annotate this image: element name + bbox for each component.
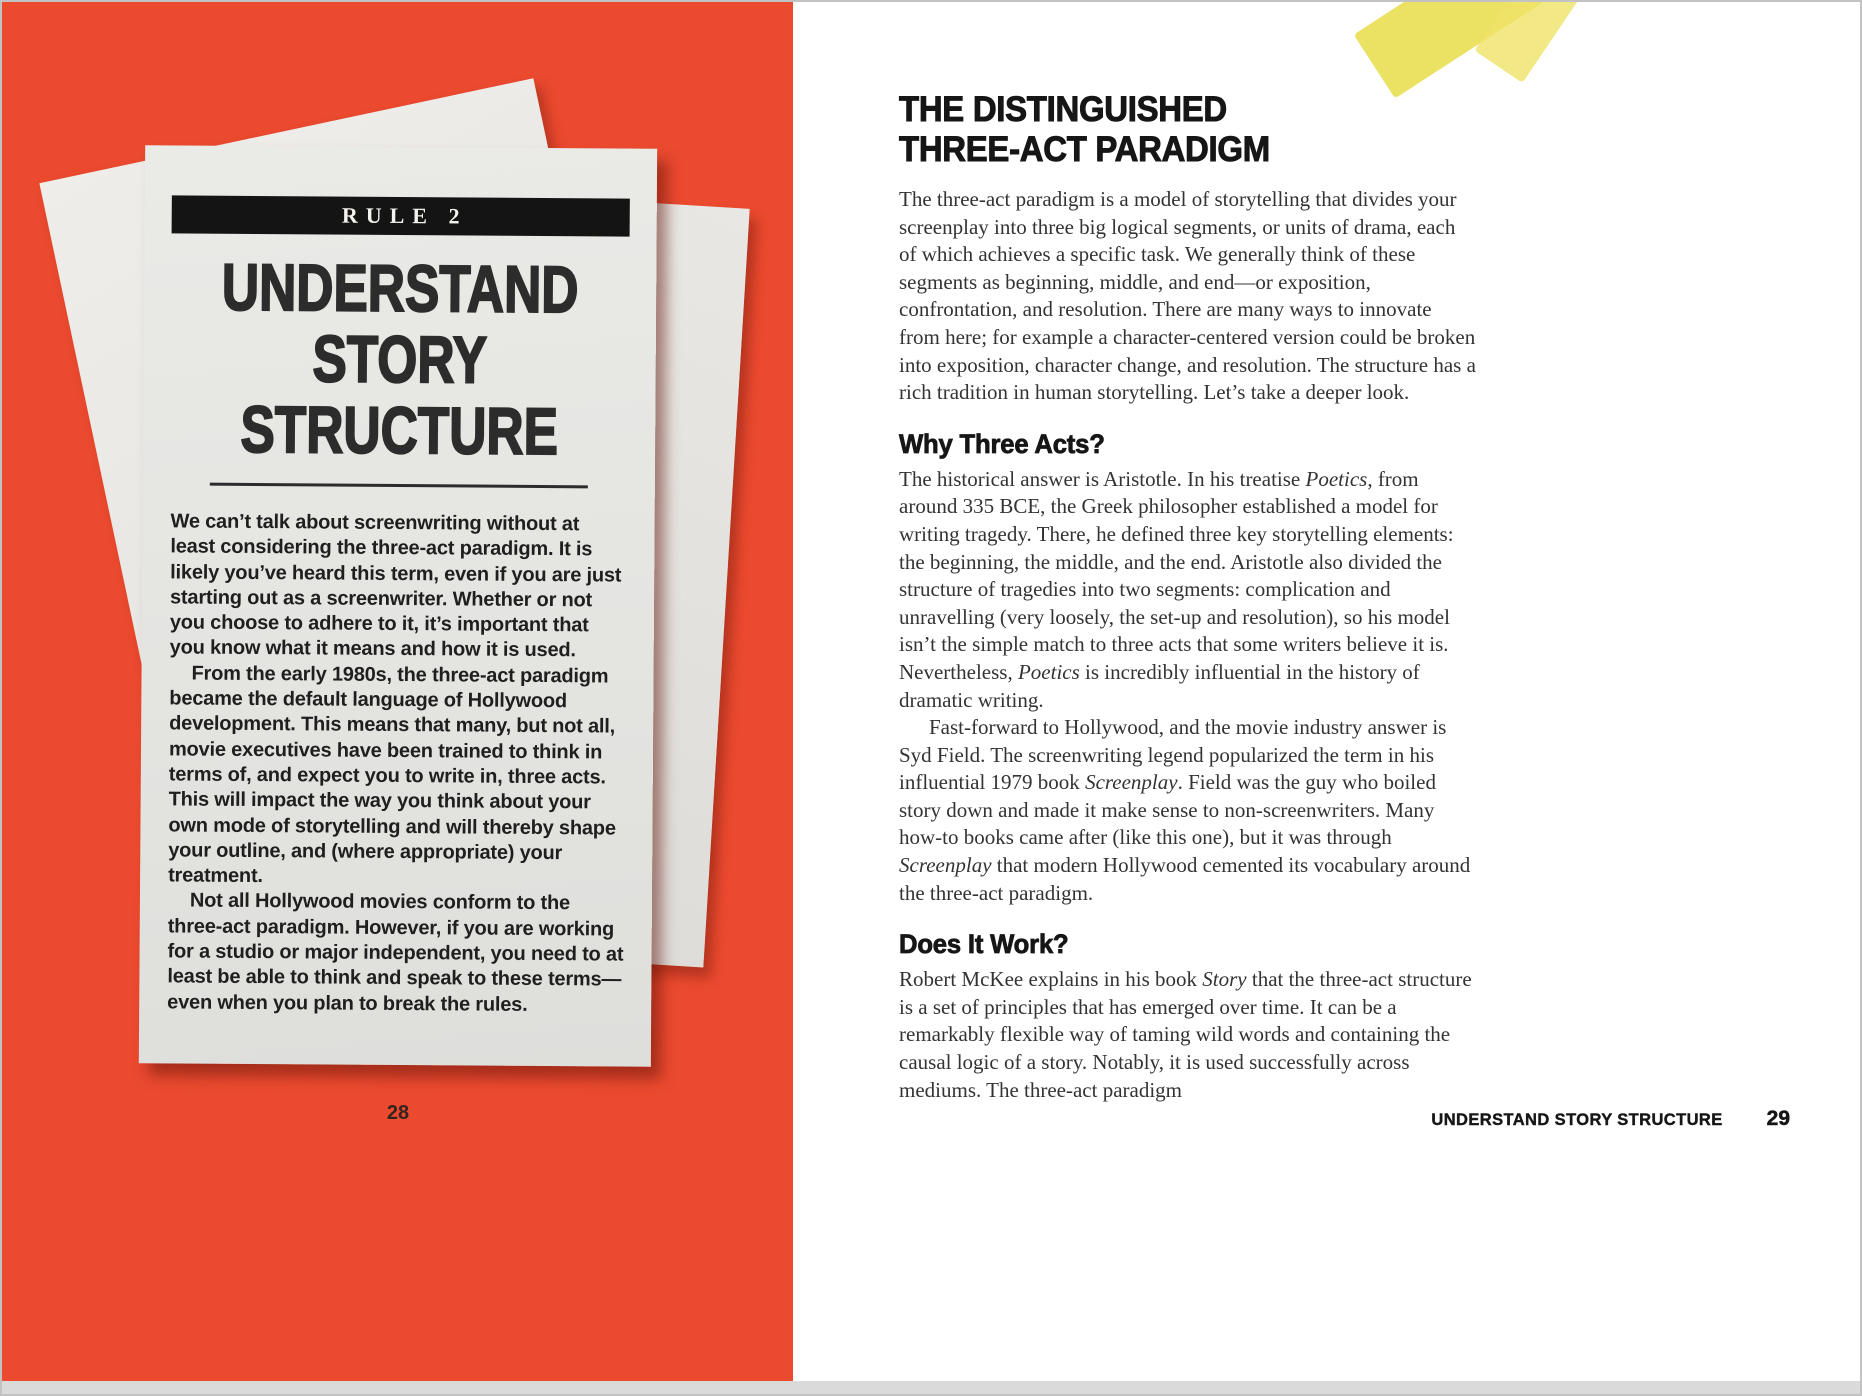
bottom-edge-strip [2, 1381, 1860, 1394]
card-paragraph-1: We can’t talk about screenwriting without at least considering the three-act paradigm. It is likely you’ve heard this term, even if you are just starting out as a screenwriter. Whether or not you choose to adhere to it, it’s important that you know what it means and how it is used. [169, 510, 622, 662]
section-heading-does-it-work: Does It Work? [899, 929, 1069, 960]
intro-paragraph: The three-act paradigm is a model of storytelling that divides your screenplay into three big logical segments, or units of drama, each of which achieves a specific task. We generally think of these segments as beginning, middle, and end—or exposition, confrontation, and resolution. There are many ways to innovate from here; for example a character-centered version could be broken into exposition, character change, and resolution. The structure has a rich tradition in human storytelling. Let’s take a deeper look. [899, 187, 1476, 405]
footer-chapter-title: UNDERSTAND STORY STRUCTURE [1431, 1111, 1723, 1129]
does-it-work-paragraph-1: Robert McKee explains in his book Story that the three-act structure is a set of principles that has emerged over time. It can be a remarkably flexible way of taming wild words and containing the causal logic of a story. Notably, it is used successfully across mediums. The three-act paradigm [899, 967, 1472, 1102]
rule-label: RULE 2 [341, 202, 468, 229]
right-page [793, 2, 1860, 1394]
right-page-content [899, 90, 1477, 1104]
main-heading [899, 90, 1442, 170]
rule-banner [172, 195, 630, 236]
right-page-number: 29 [1766, 1107, 1790, 1130]
card-paragraph-3: Not all Hollywood movies conform to the three-act paradigm. However, if you are working for a studio or major independent, you need to at least be able to think and speak to these terms—even when you plan to break the rules. [167, 890, 624, 1016]
section-heading-why-three-acts: Why Three Acts? [899, 428, 1105, 459]
title-divider [209, 483, 588, 489]
card-body [139, 509, 655, 1018]
rule-card [139, 145, 657, 1067]
why-three-acts-paragraph-1: The historical answer is Aristotle. In his treatise Poetics, from around 335 BCE, the Greek philosopher established a model for writing tragedy. There, he defined three key storytelling elements: the beginning, the middle, and the end. Aristotle also divided the structure of tragedies into two segments: complication and unravelling (very loosely, the set-up and resolution), so his model isn’t the simple match to three acts that some writers believe it is. Nevertheless, Poetics is incredibly influential in the history of dramatic writing. [899, 466, 1454, 712]
card-title-line-3: STRUCTURE [240, 391, 559, 469]
right-page-footer [1431, 1107, 1790, 1131]
card-title-line-1: UNDERSTAND [221, 249, 579, 327]
main-heading-line-1: THE DISTINGUISHED [899, 90, 1227, 129]
left-page-number: 28 [386, 1102, 410, 1124]
left-page [2, 2, 793, 1394]
card-title-line-2: STORY [312, 321, 488, 397]
main-heading-line-2: THREE-ACT PARADIGM [899, 130, 1270, 169]
card-paragraph-2: From the early 1980s, the three-act paradigm became the default language of Hollywood development. This means that many, but not all, movie executives have been trained to think in terms of, and expect you to write in, three acts. This will impact the way you think about your own mode of storytelling and will thereby shape your outline, and (where appropriate) your treatment. [168, 662, 616, 888]
card-title [199, 249, 600, 469]
why-three-acts-paragraph-2: Fast-forward to Hollywood, and the movie industry answer is Syd Field. The screenwriting legend popularized the term in his influential 1979 book Screenplay. Field was the guy who boiled story down and made it make sense to non-screenwriters. Many how-to books came after (like this one), but it was through Screenplay that modern Hollywood cemented its vocabulary around the three-act paradigm. [899, 715, 1471, 905]
